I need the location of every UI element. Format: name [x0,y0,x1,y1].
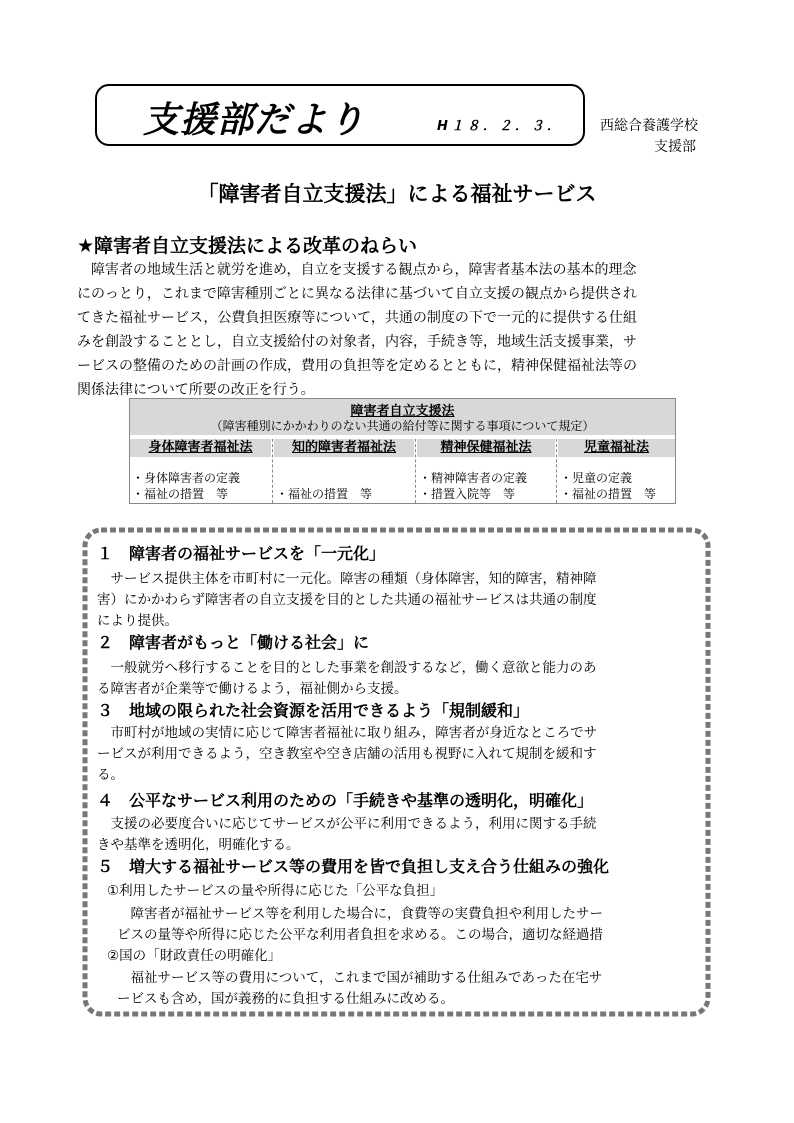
reform-point-heading: ３ 地域の限られた社会資源を活用できるよう「規制緩和」 [97,701,530,720]
reform-point-line: 障害者が福祉サービス等を利用した場合に，食費等の実費負担や利用したサー [117,906,603,922]
reform-point-heading: ４ 公平なサービス利用のための「手続きや基準の透明化，明確化」 [97,791,594,810]
reform-point-line: ビスの量等や所得に応じた公平な利用者負担を求める。この場合，適切な経過措 [117,927,603,943]
department-name: 支援部 [654,139,696,155]
law-item: ・身体障害者の定義 [132,471,241,485]
reform-point-line: 市町村が地域の実情に応じて障害者福祉に取り組み，障害者が身近なところでサ [97,725,598,741]
reform-subpoint-heading: ①利用したサービスの量や所得に応じた「公平な負担」 [107,883,444,899]
newsletter-title: 支援部だより [143,100,366,141]
intro-line: 関係法律について所要の改正を行う。 [77,382,315,398]
intro-line: ービスの整備のための計画の作成，費用の負担等を定めるとともに，精神保健福祉法等の [77,358,637,374]
law-item: ・措置入院等 等 [419,487,516,501]
law-item: ・福祉の措置 等 [132,487,229,501]
section-heading: ★障害者自立支援法による改革のねらい [77,235,418,257]
law-title: 障害者自立支援法 [350,404,455,419]
intro-line: にのっとり，これまで障害種別ごとに異なる法律に基づいて自立支援の観点から提供され [77,286,637,302]
law-item: ・精神障害者の定義 [419,471,528,485]
intro-line: みを創設することとし，自立支援給付の対象者，内容，手続き等，地域生活支援事業，サ [77,334,637,350]
reform-subpoint-heading: ②国の「財政責任の明確化」 [107,948,282,964]
reform-point-heading: ２ 障害者がもっと「働ける社会」に [97,633,370,652]
reform-point-line: サービス提供主体を市町村に一元化。障害の種類（身体障害，知的障害，精神障 [97,571,597,587]
law-column [417,439,555,503]
reform-point-line: 支援の必要度合いに応じてサービスが公平に利用できるよう，利用に関する手続 [97,816,597,832]
reform-point-line: 害）にかかわらず障害者の自立支援を目的とした共通の福祉サービスは共通の制度 [97,592,597,608]
reform-point-line: 一般就労へ移行することを目的とした事業を創設するなど，働く意欲と能力のあ [97,660,597,676]
main-heading: 「障害者自立支援法」による福祉サービス [197,182,597,206]
law-item: ・児童の定義 [560,471,633,485]
reform-point-line: る障害者が企業等で働けるよう，福祉側から支援。 [97,681,408,697]
law-item: ・福祉の措置 等 [276,487,373,501]
law-header [130,399,675,435]
law-subtitle: （障害種別にかかわりのない共通の給付等に関する事項について規定） [210,419,595,433]
intro-line: てきた福祉サービス，公費負担医療等について，共通の制度の下で一元的に提供する仕組 [77,310,637,326]
school-name: 西総合養護学校 [600,118,698,134]
law-column-title: 精神保健福祉法 [417,439,555,457]
reform-point-line: ービスも含め，国が義務的に負担する仕組みに改める。 [117,991,454,1007]
reform-point-line: 福祉サービス等の費用について，これまで国が補助する仕組みであった在宅サ [117,970,603,986]
issue-date: H１８．２．３． [437,119,563,134]
reform-point-heading: １ 障害者の福祉サービスを「一元化」 [97,544,386,563]
law-column-title: 知的障害者福祉法 [274,439,414,457]
law-column [274,439,414,503]
law-column-title: 身体障害者福祉法 [130,439,271,457]
law-structure-diagram [129,398,676,504]
reform-point-line: ービスが利用できるよう，空き教室や空き店舗の活用も視野に入れて規制を緩和す [97,746,597,762]
reform-point-line: により提供。 [97,613,178,629]
reform-point-heading: ５ 増大する福祉サービス等の費用を皆で負担し支え合う仕組みの強化 [97,857,610,876]
reform-point-line: きや基準を透明化，明確化する。 [97,837,300,853]
intro-line: 障害者の地域生活と就労を進め，自立を支援する観点から，障害者基本法の基本的理念 [77,262,637,278]
reform-point-line: る。 [97,767,124,783]
law-column [130,439,271,503]
law-item: ・福祉の措置 等 [560,487,657,501]
law-column-title: 児童福祉法 [558,439,675,457]
law-column [558,439,675,503]
